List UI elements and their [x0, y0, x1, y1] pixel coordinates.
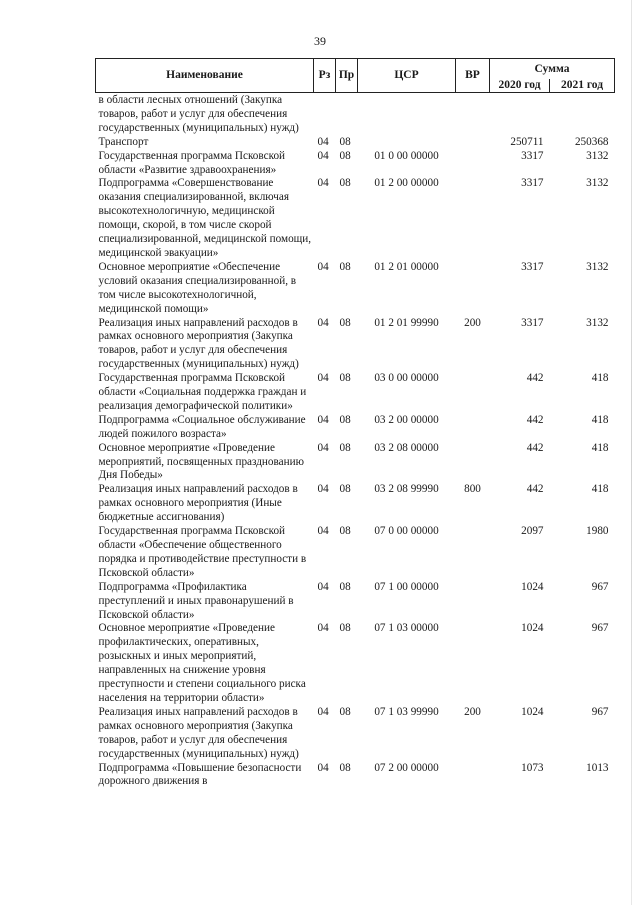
row-csr: 07 0 00 00000	[374, 525, 439, 538]
header-rz: Рз	[314, 59, 336, 93]
row-name: Транспорт	[98, 135, 149, 148]
row-vr	[456, 525, 490, 581]
table-body	[96, 93, 615, 790]
table-row	[96, 177, 615, 260]
row-pr: 08	[339, 260, 351, 273]
table-row	[96, 414, 615, 442]
row-rz: 04	[317, 149, 329, 162]
table-row	[96, 136, 615, 150]
row-csr	[358, 136, 456, 150]
row-sum-2021: 3132	[586, 177, 609, 190]
row-sum-2020: 3317	[521, 316, 544, 329]
row-csr: 03 2 08 99990	[374, 483, 439, 496]
row-sum-2021: 3132	[586, 260, 609, 273]
row-pr: 08	[339, 316, 351, 329]
row-csr: 03 2 00 00000	[374, 413, 439, 426]
row-csr: 01 0 00 00000	[374, 149, 439, 162]
header-csr: ЦСР	[358, 59, 456, 93]
header-name: Наименование	[96, 59, 314, 93]
row-csr: 07 1 03 99990	[374, 705, 439, 718]
row-vr	[456, 177, 490, 260]
row-csr: 07 1 00 00000	[374, 580, 439, 593]
row-sum-2020: 1073	[521, 761, 544, 774]
row-sum-2021: 967	[591, 705, 609, 718]
row-name: Государственная программа Псковской области «Обеспечение общественного порядка и противодействие преступности в Псковской области»	[98, 525, 307, 579]
row-sum-2021: 1980	[586, 525, 609, 538]
row-pr: 08	[339, 580, 351, 593]
row-pr: 08	[339, 135, 351, 148]
row-name: в области лесных отношений (Закупка товаров, работ и услуг для обеспечения государственных (муниципальных) нужд)	[98, 94, 299, 134]
row-name: Государственная программа Псковской области «Социальная поддержка граждан и реализация демографической политики»	[98, 372, 307, 412]
row-sum-2021	[550, 93, 615, 136]
table-row	[96, 442, 615, 484]
scan-edge-line	[631, 0, 632, 905]
row-sum-2021: 418	[591, 372, 609, 385]
row-pr: 08	[339, 525, 351, 538]
row-rz: 04	[317, 135, 329, 148]
table-header	[96, 59, 615, 93]
row-sum-2021: 3132	[586, 149, 609, 162]
row-name: Основное мероприятие «Проведение профилактических, оперативных, розыскных и иных мероприятий, направленных на снижение уровня преступности и степени социального риска населения на территории области»	[98, 622, 306, 704]
row-csr: 03 2 08 00000	[374, 441, 439, 454]
row-sum-2021: 418	[591, 483, 609, 496]
table-row	[96, 93, 615, 136]
row-vr	[456, 93, 490, 136]
row-name: Подпрограмма «Социальное обслуживание людей пожилого возраста»	[98, 413, 306, 440]
row-sum-2021: 967	[591, 622, 609, 635]
table-row	[96, 762, 615, 790]
table-row	[96, 317, 615, 373]
row-rz: 04	[317, 705, 329, 718]
table-row	[96, 261, 615, 317]
row-sum-2021: 418	[591, 441, 609, 454]
row-rz: 04	[317, 372, 329, 385]
row-pr: 08	[339, 441, 351, 454]
row-sum-2020: 3317	[521, 177, 544, 190]
row-name: Реализация иных направлений расходов в рамках основного мероприятия (Иные бюджетные ассигнования)	[98, 483, 298, 524]
row-name: Основное мероприятие «Обеспечение условий оказания специализированной, в том числе высокотехнологичной, медицинской помощи»	[98, 260, 297, 315]
row-sum-2021: 1013	[586, 761, 609, 774]
row-csr	[358, 93, 456, 136]
row-csr: 01 2 01 00000	[374, 260, 439, 273]
row-sum-2020: 442	[526, 483, 544, 496]
row-pr: 08	[339, 177, 351, 190]
row-vr	[456, 150, 490, 178]
row-pr	[336, 93, 358, 136]
table-row	[96, 706, 615, 762]
row-rz: 04	[317, 761, 329, 774]
row-sum-2021: 250368	[574, 135, 609, 148]
row-vr	[456, 762, 490, 790]
row-csr: 07 1 03 00000	[374, 622, 439, 635]
row-rz: 04	[317, 483, 329, 496]
row-sum-2020: 2097	[521, 525, 544, 538]
row-sum-2020	[490, 93, 550, 136]
row-pr: 08	[339, 372, 351, 385]
row-vr	[456, 136, 490, 150]
row-rz: 04	[317, 316, 329, 329]
row-rz: 04	[317, 525, 329, 538]
row-sum-2020: 442	[526, 413, 544, 426]
row-rz: 04	[317, 622, 329, 635]
row-rz: 04	[317, 260, 329, 273]
row-name: Государственная программа Псковской области «Развитие здравоохранения»	[98, 149, 286, 176]
row-vr	[456, 581, 490, 623]
table-row	[96, 483, 615, 525]
row-csr: 03 0 00 00000	[374, 372, 439, 385]
header-pr: Пр	[336, 59, 358, 93]
row-pr: 08	[339, 761, 351, 774]
row-name: Реализация иных направлений расходов в рамках основного мероприятия (Закупка товаров, работ и услуг для обеспечения государственных (муниципальных) нужд)	[98, 316, 299, 371]
row-sum-2020: 3317	[521, 260, 544, 273]
row-rz: 04	[317, 177, 329, 190]
page-number: 39	[314, 34, 326, 48]
budget-table	[95, 58, 615, 789]
row-name: Основное мероприятие «Проведение мероприятий, посвященных празднованию Дня Победы»	[98, 441, 304, 482]
row-vr	[456, 372, 490, 414]
row-rz: 04	[317, 413, 329, 426]
row-vr	[456, 414, 490, 442]
row-sum-2020: 1024	[521, 705, 544, 718]
row-vr	[456, 442, 490, 484]
row-pr: 08	[339, 622, 351, 635]
row-sum-2020: 1024	[521, 580, 544, 593]
row-vr: 200	[464, 316, 481, 329]
row-pr: 08	[339, 413, 351, 426]
header-sum: Сумма	[490, 59, 615, 80]
row-sum-2021: 418	[591, 413, 609, 426]
row-sum-2020: 1024	[521, 622, 544, 635]
row-sum-2021: 967	[591, 580, 609, 593]
row-name: Подпрограмма «Совершенствование оказания специализированной, включая высокотехнологичную, медицинской помощи, скорой, в том числе скорой специализированной, медицинской помощи, медицинской эвакуации»	[98, 177, 312, 259]
row-name: Реализация иных направлений расходов в рамках основного мероприятия (Закупка товаров, работ и услуг для обеспечения государственных (муниципальных) нужд)	[98, 705, 299, 760]
row-pr: 08	[339, 483, 351, 496]
header-vr: ВР	[456, 59, 490, 93]
row-name: Подпрограмма «Профилактика преступлений и иных правонарушений в Псковской области»	[98, 580, 294, 621]
table-row	[96, 525, 615, 581]
header-year-2020: 2020 год	[490, 79, 550, 93]
row-sum-2020: 3317	[521, 149, 544, 162]
row-sum-2020: 442	[526, 441, 544, 454]
table-row	[96, 372, 615, 414]
row-rz: 04	[317, 580, 329, 593]
row-name: Подпрограмма «Повышение безопасности дорожного движения в	[98, 761, 302, 788]
row-pr: 08	[339, 705, 351, 718]
row-sum-2020: 250711	[510, 135, 544, 148]
table-row	[96, 581, 615, 623]
row-sum-2021: 3132	[586, 316, 609, 329]
row-csr: 01 2 00 00000	[374, 177, 439, 190]
row-sum-2020: 442	[526, 372, 544, 385]
row-vr: 200	[464, 705, 481, 718]
row-rz	[314, 93, 336, 136]
table-row	[96, 150, 615, 178]
row-pr: 08	[339, 149, 351, 162]
row-vr	[456, 261, 490, 317]
row-csr: 01 2 01 99990	[374, 316, 439, 329]
header-year-2021: 2021 год	[550, 79, 615, 93]
table-row	[96, 622, 615, 705]
row-vr	[456, 622, 490, 705]
row-vr: 800	[464, 483, 481, 496]
row-csr: 07 2 00 00000	[374, 761, 439, 774]
row-rz: 04	[317, 441, 329, 454]
